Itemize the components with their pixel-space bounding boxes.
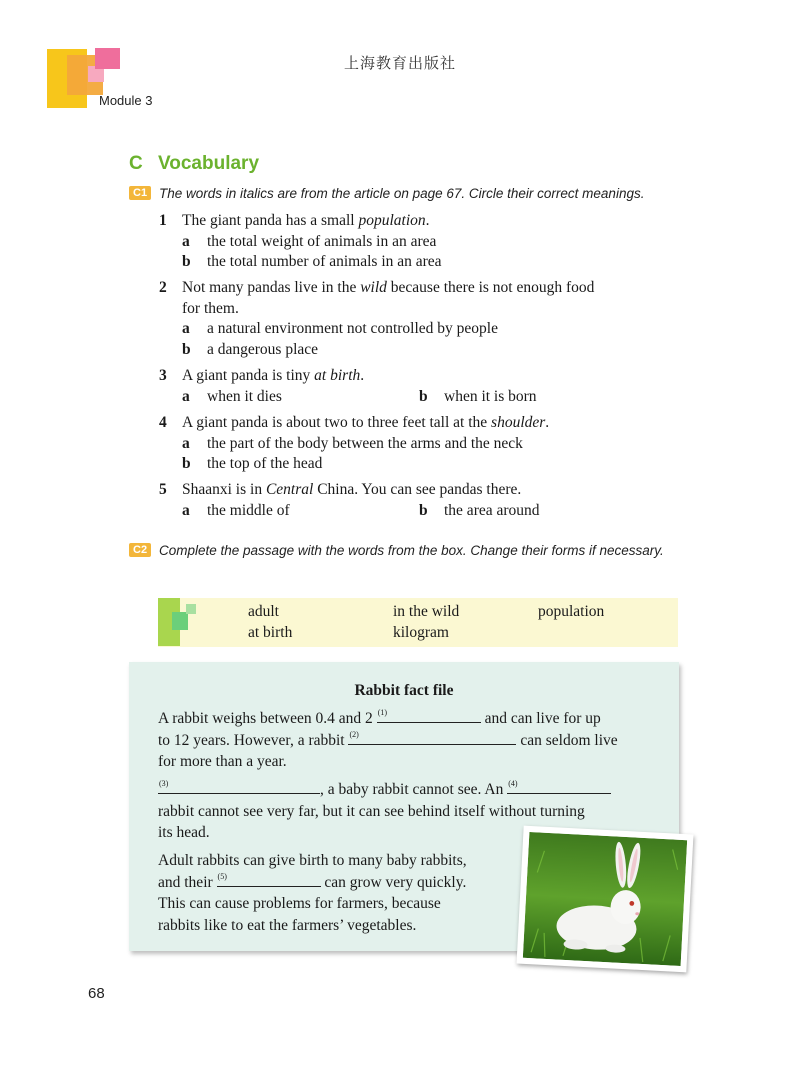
option-a-text[interactable]: when it dies [207, 387, 282, 405]
question-1 [159, 211, 679, 273]
fact-file-line: rabbit cannot see very far, but it can see behind itself without turning [158, 803, 585, 820]
word-box-item: at birth [248, 624, 293, 641]
option-a-label[interactable]: a [182, 501, 190, 519]
answer-blank-2[interactable]: (2) [348, 730, 516, 745]
fact-file-line: (3) , a baby rabbit cannot see. An (4) [158, 779, 611, 801]
word-box-deco [172, 612, 188, 630]
option-a[interactable]: a a natural environment not controlled by people [182, 320, 498, 337]
option-a-label[interactable]: a [182, 387, 190, 405]
fact-file-line: to 12 years. However, a rabbit (2) can seldom live [158, 730, 618, 749]
option-b-label[interactable]: b [419, 501, 428, 519]
option-a[interactable]: a the total weight of animals in an area [182, 232, 437, 250]
question-2 [159, 278, 679, 360]
fact-file-line: Adult rabbits can give birth to many baby rabbits, [158, 852, 467, 869]
rabbit-photo [517, 826, 694, 973]
answer-blank-1[interactable]: (1) [377, 708, 481, 723]
option-b-text[interactable]: the area around [444, 501, 540, 519]
question-stem: Not many pandas live in the wild because there is not enough food for them. [182, 279, 595, 317]
question-number: 3 [159, 367, 167, 384]
question-stem: A giant panda is about two to three feet tall at the shoulder. [182, 414, 550, 431]
option-b-text[interactable]: when it is born [444, 387, 537, 405]
fact-file-title: Rabbit fact file [354, 682, 454, 699]
exercise-tag-c2: C2 [129, 543, 151, 557]
fact-file-line: its head. [158, 824, 210, 841]
section-title: Vocabulary [158, 153, 260, 174]
options-row [182, 501, 679, 522]
word-box-item: in the wild [393, 603, 460, 620]
c2-instruction: Complete the passage with the words from the box. Change their forms if necessary. [159, 543, 664, 558]
exercise-tag-c1: C1 [129, 186, 151, 200]
option-a-text[interactable]: the middle of [207, 501, 290, 519]
fact-file-line: rabbits like to eat the farmers’ vegetables. [158, 917, 417, 934]
fact-file-line: This can cause problems for farmers, because [158, 895, 441, 912]
rabbit-image [523, 832, 687, 966]
option-a[interactable]: a the part of the body between the arms and the neck [182, 434, 523, 452]
question-stem: A giant panda is tiny at birth. [182, 367, 365, 384]
question-3 [159, 366, 679, 407]
question-number: 5 [159, 481, 167, 498]
option-b[interactable]: b the total number of animals in an area [182, 253, 442, 270]
answer-blank-4[interactable]: (4) [507, 779, 611, 794]
question-number: 2 [159, 279, 167, 296]
fact-file-line: for more than a year. [158, 753, 287, 770]
question-number: 4 [159, 414, 167, 431]
question-number: 1 [159, 212, 167, 229]
answer-blank-3[interactable]: (3) [158, 779, 320, 794]
page-number: 68 [88, 985, 105, 1002]
c1-instruction: The words in italics are from the article on page 67. Circle their correct meanings. [159, 186, 645, 201]
options-row [182, 387, 679, 408]
option-b-label[interactable]: b [419, 387, 428, 405]
module-label: Module 3 [99, 93, 153, 108]
question-5 [159, 480, 679, 521]
section-letter: C [129, 153, 143, 174]
question-stem: The giant panda has a small population. [182, 212, 430, 229]
word-box-item: adult [248, 603, 279, 620]
fact-file-line: and their (5) can grow very quickly. [158, 872, 467, 891]
fact-file-line: A rabbit weighs between 0.4 and 2 (1) and can live for up [158, 708, 601, 727]
word-box-item: kilogram [393, 624, 449, 641]
question-4 [159, 413, 679, 475]
answer-blank-5[interactable]: (5) [217, 872, 321, 887]
publisher-name: 上海教育出版社 [343, 54, 456, 72]
option-b[interactable]: b a dangerous place [182, 340, 319, 358]
word-box-deco [186, 604, 196, 614]
option-b[interactable]: b the top of the head [182, 455, 323, 472]
question-stem: Shaanxi is in Central China. You can see pandas there. [182, 481, 522, 498]
word-box-item: population [538, 603, 605, 620]
